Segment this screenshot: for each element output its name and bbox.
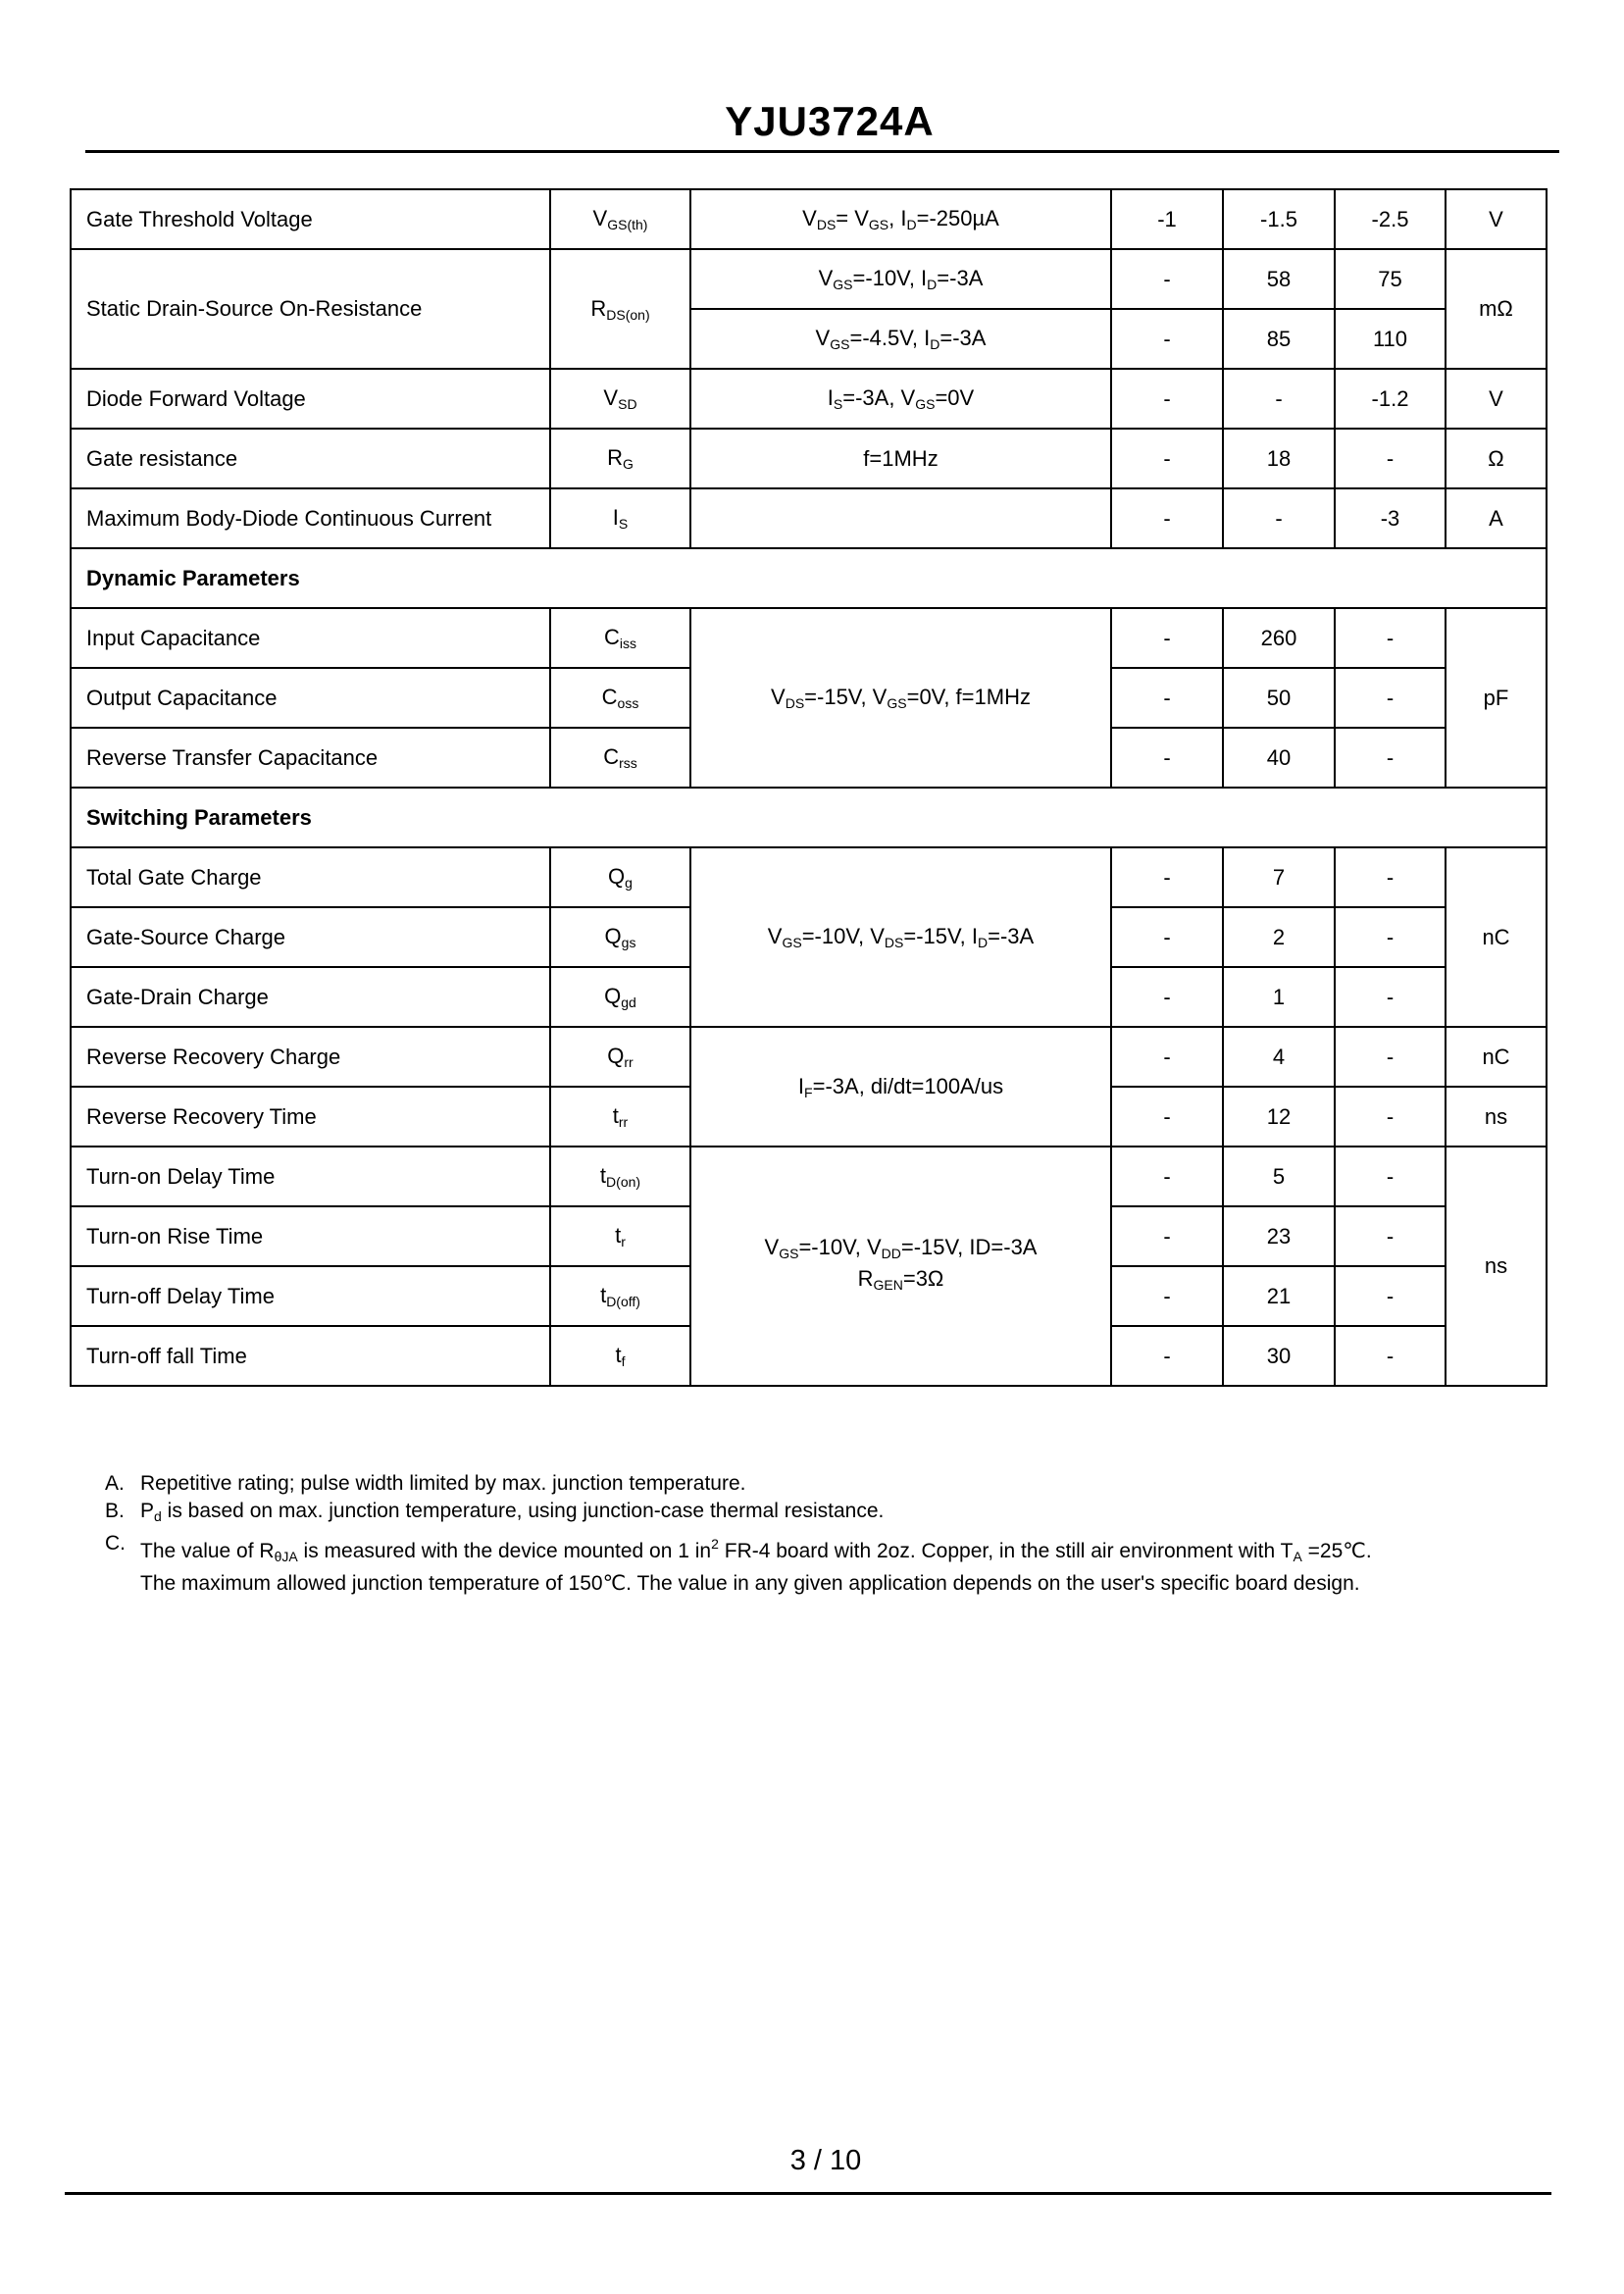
param-name: Total Gate Charge [71,847,550,907]
max-value: - [1335,907,1446,967]
min-value: - [1111,608,1223,668]
test-condition: $V_{GS}=-4.5V$, $I_D=-3A$ [690,309,1111,369]
footer-divider [65,2192,1551,2195]
typ-value: 40 [1223,728,1335,788]
footnote-text: $P_d$ is based on max. junction temperature, using junction-case thermal resistance. [140,1500,885,1524]
symbol: $Q_g$ [550,847,690,907]
page-title: YJU3724A [725,98,935,144]
max-value: - [1335,728,1446,788]
symbol: $I_S$ [550,488,690,548]
max-value: - [1335,967,1446,1027]
typ-value: 7 [1223,847,1335,907]
table-row [71,249,1547,309]
section-heading-switching: Switching Parameters [71,788,1547,847]
table-row [71,429,1547,488]
param-name: Turn-off fall Time [71,1326,550,1386]
unit: Ω [1446,429,1547,488]
min-value: - [1111,249,1223,309]
typ-value: 30 [1223,1326,1335,1386]
test-condition: $I_F=-3A$, di/dt=100A/us [690,1027,1111,1147]
table-row [71,847,1547,907]
max-value: - [1335,1027,1446,1087]
min-value: -1 [1111,189,1223,249]
typ-value: 260 [1223,608,1335,668]
test-condition: $V_{GS}=-10V$, $I_D=-3A$ [690,249,1111,309]
param-name: Reverse Recovery Charge [71,1027,550,1087]
unit: ns [1446,1087,1547,1147]
symbol: $C_{iss}$ [550,608,690,668]
min-value: - [1111,967,1223,1027]
max-value: - [1335,429,1446,488]
max-value: -2.5 [1335,189,1446,249]
param-name: Turn-on Delay Time [71,1147,550,1206]
footnote-label: C. [105,1532,126,1555]
max-value: - [1335,1266,1446,1326]
typ-value: - [1223,488,1335,548]
param-name: Input Capacitance [71,608,550,668]
unit: ns [1446,1147,1547,1386]
symbol: $t_{rr}$ [550,1087,690,1147]
typ-value: 85 [1223,309,1335,369]
title-divider [85,150,1559,153]
typ-value: 50 [1223,668,1335,728]
param-name: Turn-on Rise Time [71,1206,550,1266]
typ-value: 4 [1223,1027,1335,1087]
table-row [71,608,1547,668]
param-name: Output Capacitance [71,668,550,728]
footnote-b [105,1498,1537,1530]
footnote-text: The maximum allowed junction temperature of 150℃. The value in any given application depends on the user's specific board design. [140,1572,1360,1595]
param-name: Static Drain-Source On-Resistance [71,249,550,369]
param-name: Gate Threshold Voltage [71,189,550,249]
footnote-c-continued [105,1570,1537,1598]
table-row [71,1147,1547,1206]
unit: nC [1446,847,1547,1027]
symbol: $C_{oss}$ [550,668,690,728]
max-value: - [1335,1087,1446,1147]
param-name: Maximum Body-Diode Continuous Current [71,488,550,548]
min-value: - [1111,668,1223,728]
table-row [71,189,1547,249]
test-condition [690,488,1111,548]
unit: nC [1446,1027,1547,1087]
max-value: - [1335,1206,1446,1266]
symbol: $Q_{rr}$ [550,1027,690,1087]
param-name: Diode Forward Voltage [71,369,550,429]
symbol: $C_{rss}$ [550,728,690,788]
symbol: $R_G$ [550,429,690,488]
footnote-text: Repetitive rating; pulse width limited by max. junction temperature. [140,1472,746,1495]
max-value: - [1335,668,1446,728]
max-value: - [1335,1326,1446,1386]
footnote-label: A. [105,1472,125,1495]
min-value: - [1111,488,1223,548]
footnote-text: The value of $R_{\theta JA}$ is measured with the device mounted on 1 $in^2$ FR-4 board with 2oz. Copper, in the still air environment with $T_A$ =25℃. [140,1536,1372,1564]
typ-value: 1 [1223,967,1335,1027]
max-value: - [1335,847,1446,907]
param-name: Reverse Transfer Capacitance [71,728,550,788]
typ-value: 5 [1223,1147,1335,1206]
symbol: $Q_{gs}$ [550,907,690,967]
unit: A [1446,488,1547,548]
min-value: - [1111,1027,1223,1087]
test-condition: $V_{GS}=-10V$, $V_{DD}=-15V$, ID=-3A $R_{GEN}=3\Omega$ [690,1147,1111,1386]
min-value: - [1111,728,1223,788]
section-heading-dynamic: Dynamic Parameters [71,548,1547,608]
unit: V [1446,189,1547,249]
min-value: - [1111,1266,1223,1326]
min-value: - [1111,847,1223,907]
footnotes [105,1470,1537,1598]
page-number: 3 / 10 [789,2145,862,2176]
typ-value: 12 [1223,1087,1335,1147]
symbol: $Q_{gd}$ [550,967,690,1027]
min-value: - [1111,1087,1223,1147]
param-name: Turn-off Delay Time [71,1266,550,1326]
max-value: -1.2 [1335,369,1446,429]
test-condition: $V_{DS}=-15V$, $V_{GS}=0V$, f=1MHz [690,608,1111,788]
param-name: Gate-Source Charge [71,907,550,967]
footnote-a [105,1470,1537,1498]
symbol: $V_{GS(th)}$ [550,189,690,249]
max-value: 75 [1335,249,1446,309]
max-value: - [1335,608,1446,668]
typ-value: -1.5 [1223,189,1335,249]
typ-value: 2 [1223,907,1335,967]
electrical-characteristics-table [70,188,1548,1387]
min-value: - [1111,1147,1223,1206]
test-condition: $V_{GS}=-10V$, $V_{DS}=-15V$, $I_D=-3A$ [690,847,1111,1027]
section-row [71,548,1547,608]
typ-value: 21 [1223,1266,1335,1326]
symbol: $V_{SD}$ [550,369,690,429]
max-value: -3 [1335,488,1446,548]
table-row [71,488,1547,548]
min-value: - [1111,369,1223,429]
min-value: - [1111,429,1223,488]
max-value: 110 [1335,309,1446,369]
test-condition: $V_{DS}= V_{GS}$, $I_D=-250\mu A$ [690,189,1111,249]
unit: pF [1446,608,1547,788]
min-value: - [1111,309,1223,369]
unit: mΩ [1446,249,1547,369]
test-condition: f=1MHz [690,429,1111,488]
footnote-c [105,1530,1537,1570]
typ-value: 18 [1223,429,1335,488]
typ-value: 23 [1223,1206,1335,1266]
section-row [71,788,1547,847]
symbol: $t_{D(on)}$ [550,1147,690,1206]
symbol: $R_{DS(on)}$ [550,249,690,369]
footnote-label: B. [105,1500,125,1522]
test-condition: $I_S=-3A$, $V_{GS}=0V$ [690,369,1111,429]
param-name: Gate-Drain Charge [71,967,550,1027]
max-value: - [1335,1147,1446,1206]
min-value: - [1111,907,1223,967]
unit: V [1446,369,1547,429]
table-row [71,1027,1547,1087]
symbol: $t_{D(off)}$ [550,1266,690,1326]
min-value: - [1111,1326,1223,1386]
param-name: Gate resistance [71,429,550,488]
typ-value: - [1223,369,1335,429]
min-value: - [1111,1206,1223,1266]
symbol: $t_r$ [550,1206,690,1266]
table-row [71,369,1547,429]
typ-value: 58 [1223,249,1335,309]
symbol: $t_f$ [550,1326,690,1386]
param-name: Reverse Recovery Time [71,1087,550,1147]
